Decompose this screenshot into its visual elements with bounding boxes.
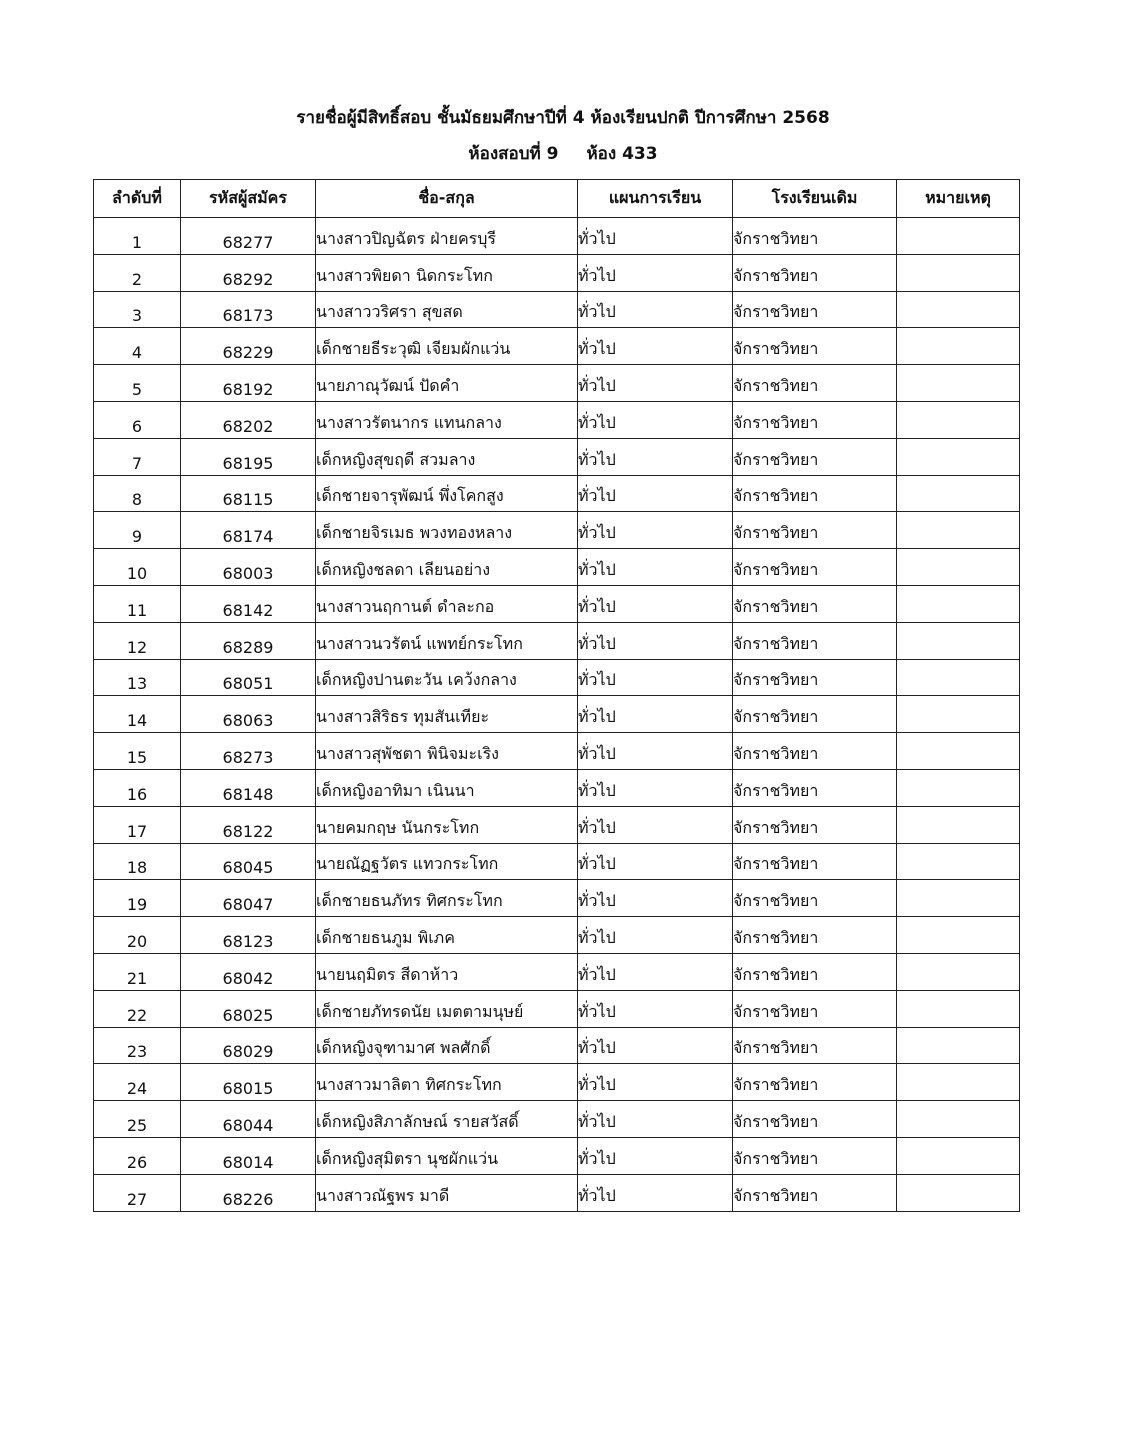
cell-study-plan: ทั่วไป bbox=[578, 365, 733, 402]
cell-applicant-id: 68044 bbox=[181, 1101, 316, 1138]
cell-order: 17 bbox=[94, 806, 181, 843]
cell-applicant-id: 68123 bbox=[181, 917, 316, 954]
cell-name: เด็กหญิงสุขฤดี สวมลาง bbox=[316, 438, 578, 475]
cell-applicant-id: 68014 bbox=[181, 1137, 316, 1174]
cell-order: 20 bbox=[94, 917, 181, 954]
cell-applicant-id: 68122 bbox=[181, 806, 316, 843]
room-number: ห้อง 433 bbox=[586, 144, 658, 164]
cell-previous-school: จักราชวิทยา bbox=[733, 733, 897, 770]
cell-study-plan: ทั่วไป bbox=[578, 512, 733, 549]
cell-order: 23 bbox=[94, 1027, 181, 1064]
cell-study-plan: ทั่วไป bbox=[578, 659, 733, 696]
cell-previous-school: จักราชวิทยา bbox=[733, 843, 897, 880]
header-applicant-id: รหัสผู้สมัคร bbox=[181, 180, 316, 218]
cell-remarks bbox=[897, 1064, 1020, 1101]
cell-remarks bbox=[897, 365, 1020, 402]
cell-name: เด็กชายจิรเมธ พวงทองหลาง bbox=[316, 512, 578, 549]
cell-remarks bbox=[897, 659, 1020, 696]
cell-name: นางสาวปิญฉัตร ฝ่ายครบุรี bbox=[316, 218, 578, 255]
cell-previous-school: จักราชวิทยา bbox=[733, 990, 897, 1027]
cell-study-plan: ทั่วไป bbox=[578, 1101, 733, 1138]
cell-study-plan: ทั่วไป bbox=[578, 622, 733, 659]
cell-order: 7 bbox=[94, 438, 181, 475]
cell-previous-school: จักราชวิทยา bbox=[733, 622, 897, 659]
table-header-row bbox=[94, 180, 1020, 218]
cell-applicant-id: 68142 bbox=[181, 585, 316, 622]
cell-order: 15 bbox=[94, 733, 181, 770]
cell-study-plan: ทั่วไป bbox=[578, 291, 733, 328]
table-row bbox=[94, 512, 1020, 549]
cell-name: นางสาวนฤกานต์ ดำละกอ bbox=[316, 585, 578, 622]
candidate-table bbox=[93, 179, 1020, 1212]
cell-study-plan: ทั่วไป bbox=[578, 328, 733, 365]
cell-applicant-id: 68063 bbox=[181, 696, 316, 733]
cell-remarks bbox=[897, 953, 1020, 990]
cell-study-plan: ทั่วไป bbox=[578, 843, 733, 880]
cell-study-plan: ทั่วไป bbox=[578, 549, 733, 586]
cell-order: 10 bbox=[94, 549, 181, 586]
cell-previous-school: จักราชวิทยา bbox=[733, 769, 897, 806]
cell-order: 19 bbox=[94, 880, 181, 917]
cell-remarks bbox=[897, 1101, 1020, 1138]
cell-previous-school: จักราชวิทยา bbox=[733, 806, 897, 843]
cell-applicant-id: 68025 bbox=[181, 990, 316, 1027]
cell-name: นางสาววริศรา สุขสด bbox=[316, 291, 578, 328]
header-previous-school: โรงเรียนเดิม bbox=[733, 180, 897, 218]
cell-applicant-id: 68148 bbox=[181, 769, 316, 806]
cell-previous-school: จักราชวิทยา bbox=[733, 475, 897, 512]
table-row bbox=[94, 880, 1020, 917]
table-row bbox=[94, 696, 1020, 733]
exam-room-number: ห้องสอบที่ 9 bbox=[468, 144, 559, 164]
table-body bbox=[94, 218, 1020, 1212]
cell-remarks bbox=[897, 990, 1020, 1027]
table-row bbox=[94, 1027, 1020, 1064]
cell-name: เด็กหญิงอาทิมา เนินนา bbox=[316, 769, 578, 806]
cell-applicant-id: 68202 bbox=[181, 401, 316, 438]
cell-remarks bbox=[897, 1174, 1020, 1211]
cell-previous-school: จักราชวิทยา bbox=[733, 1027, 897, 1064]
cell-order: 27 bbox=[94, 1174, 181, 1211]
header-name: ชื่อ-สกุล bbox=[316, 180, 578, 218]
cell-study-plan: ทั่วไป bbox=[578, 401, 733, 438]
cell-name: เด็กชายธนภูม พิเภค bbox=[316, 917, 578, 954]
cell-name: นางสาวรัตนากร แทนกลาง bbox=[316, 401, 578, 438]
table-row bbox=[94, 990, 1020, 1027]
cell-remarks bbox=[897, 512, 1020, 549]
table-row bbox=[94, 365, 1020, 402]
cell-study-plan: ทั่วไป bbox=[578, 769, 733, 806]
table-row bbox=[94, 218, 1020, 255]
cell-order: 5 bbox=[94, 365, 181, 402]
cell-order: 24 bbox=[94, 1064, 181, 1101]
cell-name: นางสาวณัฐพร มาดี bbox=[316, 1174, 578, 1211]
cell-remarks bbox=[897, 1137, 1020, 1174]
cell-previous-school: จักราชวิทยา bbox=[733, 1101, 897, 1138]
table-row bbox=[94, 806, 1020, 843]
cell-previous-school: จักราชวิทยา bbox=[733, 696, 897, 733]
table-row bbox=[94, 585, 1020, 622]
cell-study-plan: ทั่วไป bbox=[578, 1064, 733, 1101]
cell-study-plan: ทั่วไป bbox=[578, 806, 733, 843]
cell-order: 3 bbox=[94, 291, 181, 328]
table-row bbox=[94, 843, 1020, 880]
cell-remarks bbox=[897, 733, 1020, 770]
cell-applicant-id: 68229 bbox=[181, 328, 316, 365]
cell-previous-school: จักราชวิทยา bbox=[733, 659, 897, 696]
cell-order: 12 bbox=[94, 622, 181, 659]
cell-study-plan: ทั่วไป bbox=[578, 696, 733, 733]
cell-order: 1 bbox=[94, 218, 181, 255]
cell-previous-school: จักราชวิทยา bbox=[733, 585, 897, 622]
cell-remarks bbox=[897, 475, 1020, 512]
cell-study-plan: ทั่วไป bbox=[578, 733, 733, 770]
cell-study-plan: ทั่วไป bbox=[578, 880, 733, 917]
cell-remarks bbox=[897, 291, 1020, 328]
cell-order: 9 bbox=[94, 512, 181, 549]
table-row bbox=[94, 953, 1020, 990]
table-row bbox=[94, 291, 1020, 328]
cell-remarks bbox=[897, 328, 1020, 365]
table-row bbox=[94, 733, 1020, 770]
table-row bbox=[94, 917, 1020, 954]
cell-name: นางสาวพิยดา นิดกระโทก bbox=[316, 254, 578, 291]
cell-study-plan: ทั่วไป bbox=[578, 990, 733, 1027]
cell-name: เด็กหญิงปานตะวัน เคว้งกลาง bbox=[316, 659, 578, 696]
table-row bbox=[94, 1064, 1020, 1101]
header-order: ลำดับที่ bbox=[94, 180, 181, 218]
cell-name: นายคมกฤษ นันกระโทก bbox=[316, 806, 578, 843]
cell-applicant-id: 68042 bbox=[181, 953, 316, 990]
cell-applicant-id: 68029 bbox=[181, 1027, 316, 1064]
cell-order: 8 bbox=[94, 475, 181, 512]
cell-study-plan: ทั่วไป bbox=[578, 1027, 733, 1064]
cell-order: 2 bbox=[94, 254, 181, 291]
cell-previous-school: จักราชวิทยา bbox=[733, 328, 897, 365]
cell-order: 6 bbox=[94, 401, 181, 438]
cell-previous-school: จักราชวิทยา bbox=[733, 917, 897, 954]
cell-name: เด็กหญิงสุมิตรา นุชผักแว่น bbox=[316, 1137, 578, 1174]
cell-applicant-id: 68273 bbox=[181, 733, 316, 770]
cell-name: เด็กชายธนภัทร ทิศกระโทก bbox=[316, 880, 578, 917]
cell-previous-school: จักราชวิทยา bbox=[733, 880, 897, 917]
cell-study-plan: ทั่วไป bbox=[578, 917, 733, 954]
cell-name: เด็กหญิงจุฑามาศ พลศักดิ์ bbox=[316, 1027, 578, 1064]
cell-name: เด็กหญิงชลดา เลียนอย่าง bbox=[316, 549, 578, 586]
cell-order: 21 bbox=[94, 953, 181, 990]
cell-order: 4 bbox=[94, 328, 181, 365]
table-row bbox=[94, 254, 1020, 291]
cell-order: 18 bbox=[94, 843, 181, 880]
cell-remarks bbox=[897, 585, 1020, 622]
cell-study-plan: ทั่วไป bbox=[578, 254, 733, 291]
cell-previous-school: จักราชวิทยา bbox=[733, 401, 897, 438]
cell-applicant-id: 68115 bbox=[181, 475, 316, 512]
cell-previous-school: จักราชวิทยา bbox=[733, 512, 897, 549]
cell-remarks bbox=[897, 218, 1020, 255]
cell-remarks bbox=[897, 880, 1020, 917]
table-row bbox=[94, 328, 1020, 365]
cell-name: นางสาวมาลิตา ทิศกระโทก bbox=[316, 1064, 578, 1101]
cell-name: นางสาวสุพัชตา พินิจมะเริง bbox=[316, 733, 578, 770]
cell-study-plan: ทั่วไป bbox=[578, 1174, 733, 1211]
cell-applicant-id: 68195 bbox=[181, 438, 316, 475]
cell-applicant-id: 68051 bbox=[181, 659, 316, 696]
cell-name: นายนฤมิตร สีดาห้าว bbox=[316, 953, 578, 990]
cell-study-plan: ทั่วไป bbox=[578, 438, 733, 475]
table-row bbox=[94, 438, 1020, 475]
cell-applicant-id: 68289 bbox=[181, 622, 316, 659]
cell-remarks bbox=[897, 843, 1020, 880]
cell-previous-school: จักราชวิทยา bbox=[733, 254, 897, 291]
cell-name: เด็กหญิงสิภาลักษณ์ รายสวัสดิ์ bbox=[316, 1101, 578, 1138]
cell-name: นายณัฏฐวัตร แทวกระโทก bbox=[316, 843, 578, 880]
cell-applicant-id: 68173 bbox=[181, 291, 316, 328]
cell-study-plan: ทั่วไป bbox=[578, 1137, 733, 1174]
table-row bbox=[94, 1174, 1020, 1211]
header-remarks: หมายเหตุ bbox=[897, 180, 1020, 218]
table-row bbox=[94, 659, 1020, 696]
cell-applicant-id: 68277 bbox=[181, 218, 316, 255]
cell-previous-school: จักราชวิทยา bbox=[733, 953, 897, 990]
cell-study-plan: ทั่วไป bbox=[578, 218, 733, 255]
cell-remarks bbox=[897, 622, 1020, 659]
exam-room-line bbox=[0, 142, 1126, 166]
table-row bbox=[94, 401, 1020, 438]
cell-applicant-id: 68292 bbox=[181, 254, 316, 291]
table-row bbox=[94, 475, 1020, 512]
cell-study-plan: ทั่วไป bbox=[578, 475, 733, 512]
cell-previous-school: จักราชวิทยา bbox=[733, 365, 897, 402]
cell-previous-school: จักราชวิทยา bbox=[733, 1137, 897, 1174]
cell-previous-school: จักราชวิทยา bbox=[733, 218, 897, 255]
cell-study-plan: ทั่วไป bbox=[578, 585, 733, 622]
document-title: รายชื่อผู้มีสิทธิ์สอบ ชั้นมัธยมศึกษาปีที่ 4 ห้องเรียนปกติ ปีการศึกษา 2568 bbox=[296, 108, 830, 128]
cell-previous-school: จักราชวิทยา bbox=[733, 438, 897, 475]
cell-applicant-id: 68192 bbox=[181, 365, 316, 402]
cell-order: 16 bbox=[94, 769, 181, 806]
table-row bbox=[94, 1101, 1020, 1138]
cell-order: 26 bbox=[94, 1137, 181, 1174]
cell-previous-school: จักราชวิทยา bbox=[733, 549, 897, 586]
cell-remarks bbox=[897, 549, 1020, 586]
cell-name: เด็กชายภัทรดนัย เมตตามนุษย์ bbox=[316, 990, 578, 1027]
cell-applicant-id: 68003 bbox=[181, 549, 316, 586]
cell-remarks bbox=[897, 254, 1020, 291]
cell-study-plan: ทั่วไป bbox=[578, 953, 733, 990]
cell-previous-school: จักราชวิทยา bbox=[733, 1064, 897, 1101]
cell-name: นางสาวนวรัตน์ แพทย์กระโทก bbox=[316, 622, 578, 659]
cell-applicant-id: 68226 bbox=[181, 1174, 316, 1211]
cell-order: 25 bbox=[94, 1101, 181, 1138]
cell-name: เด็กชายจารุพัฒน์ พึ่งโคกสูง bbox=[316, 475, 578, 512]
cell-previous-school: จักราชวิทยา bbox=[733, 1174, 897, 1211]
table-row bbox=[94, 769, 1020, 806]
cell-previous-school: จักราชวิทยา bbox=[733, 291, 897, 328]
cell-order: 11 bbox=[94, 585, 181, 622]
cell-name: เด็กชายธีระวุฒิ เจียมผักแว่น bbox=[316, 328, 578, 365]
cell-applicant-id: 68015 bbox=[181, 1064, 316, 1101]
table-row bbox=[94, 622, 1020, 659]
cell-order: 22 bbox=[94, 990, 181, 1027]
table-row bbox=[94, 549, 1020, 586]
cell-order: 14 bbox=[94, 696, 181, 733]
cell-applicant-id: 68045 bbox=[181, 843, 316, 880]
cell-remarks bbox=[897, 769, 1020, 806]
cell-name: นางสาวสิริธร ทุมสันเทียะ bbox=[316, 696, 578, 733]
cell-order: 13 bbox=[94, 659, 181, 696]
cell-remarks bbox=[897, 401, 1020, 438]
cell-remarks bbox=[897, 696, 1020, 733]
cell-applicant-id: 68047 bbox=[181, 880, 316, 917]
table-row bbox=[94, 1137, 1020, 1174]
cell-remarks bbox=[897, 1027, 1020, 1064]
header-study-plan: แผนการเรียน bbox=[578, 180, 733, 218]
cell-applicant-id: 68174 bbox=[181, 512, 316, 549]
cell-name: นายภาณุวัฒน์ ปัดคำ bbox=[316, 365, 578, 402]
cell-remarks bbox=[897, 917, 1020, 954]
cell-remarks bbox=[897, 438, 1020, 475]
cell-remarks bbox=[897, 806, 1020, 843]
